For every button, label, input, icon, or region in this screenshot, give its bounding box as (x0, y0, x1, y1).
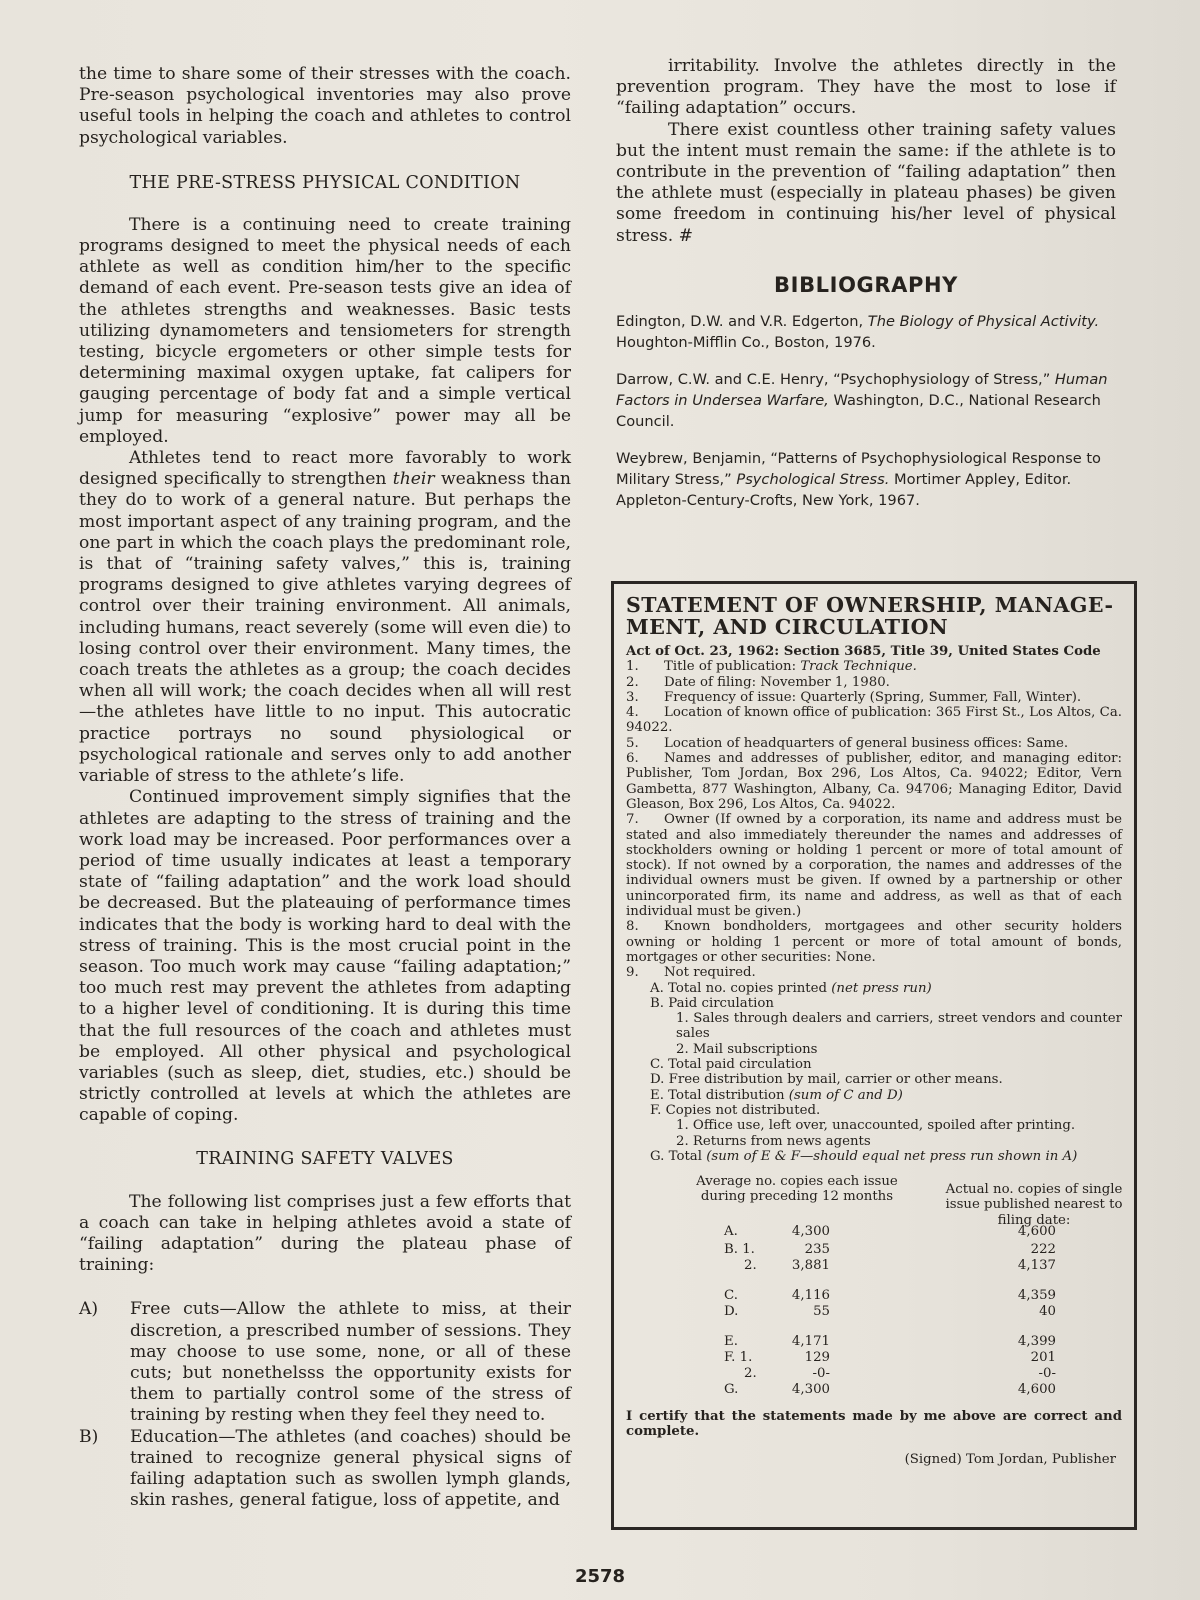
statement-item-9 (626, 965, 1122, 980)
emphasis: Human Factors in Undersea Warfare, (616, 370, 1108, 409)
statement-item-3 (626, 690, 1122, 705)
text-run: Frequency of issue: Quarterly (Spring, Summer, Fall, Winter). (664, 689, 1082, 705)
statement-item-8 (626, 919, 1122, 965)
row-actual: 4,600 (1017, 1382, 1056, 1398)
circulation-table (626, 1174, 1122, 1409)
statement-item-7 (626, 812, 1122, 919)
row-average: 55 (813, 1304, 830, 1320)
text-run: Names and addresses of publisher, editor, and managing editor: Publisher, Tom Jordan, Box 296, Los Altos, Ca. 94022; Editor, Vern Gambetta, 877 Washington, Albany, Ca. 94706; Managing Editor, David Gleason, Box 296, Los Altos, Ca. 94022. (626, 751, 1122, 812)
row-actual: -0- (1038, 1366, 1056, 1382)
text-run: Darrow, C.W. and C.E. Henry, “Psychophysiology of Stress,” (616, 370, 1055, 388)
row-actual: 4,399 (1017, 1334, 1056, 1350)
signature-line: (Signed) Tom Jordan, Publisher (904, 1451, 1116, 1467)
list-text: Free cuts—Allow the athlete to miss, at their discretion, a prescribed number of sessions. They may choose to use some, none, or all of these cuts; but nonethelsss the opportunity exists for them to partially control some of the stress of training by resting when they feel they need to. (130, 1299, 571, 1426)
column-header-actual: Actual no. copies of single issue published nearest to filing date: (945, 1182, 1123, 1228)
ownership-statement-box (611, 581, 1137, 1530)
paragraph: Continued improvement simply signifies that the athletes are adapting to the stress of training and the work load may be increased. Poor performances over a period of time usually indicates at least a temporary state of “failing adaptation” and the work load should be decreased. But the plateauing of performance times indicates that the body is working hard to deal with the stress of training. This is the most crucial point in the season. Too much work may cause “failing adaptation;” too much rest may prevent the athletes from adapting to a higher level of conditioning. It is during this time that the full resources of the coach and athletes must be employed. All other physical and psychological variables (such as sleep, diet, studies, etc.) should be strictly controlled at levels at which the athletes are capable of coping. (79, 787, 571, 1126)
item-number: 3. (626, 689, 639, 705)
paragraph: There is a continuing need to create training programs designed to meet the physical needs of each athlete as well as condition him/her to the specific demand of each event. Pre-season tests give an idea of the athletes strengths and weaknesses. Basic tests utilizing dynamometers and tensiometers for strength testing, bicycle ergometers or other simple tests for determining maximal oxygen uptake, fat calipers for gauging percentage of body fat and a simple vertical jump for measuring “explosive” power may all be employed. (79, 214, 571, 447)
item-number: 8. (626, 919, 639, 935)
circulation-line-b2: 2. Mail subscriptions (676, 1041, 818, 1057)
text-run: Weybrew, Benjamin, “Patterns of Psychophysiological Response to Military Stress,” (616, 449, 1101, 488)
table-row (626, 1288, 1126, 1303)
act-line (626, 644, 1122, 659)
item-number: 6. (626, 751, 639, 767)
table-row (626, 1304, 1126, 1319)
table-row (626, 1366, 1126, 1381)
row-average: 3,881 (791, 1258, 830, 1274)
paragraph: There exist countless other training safety values but the intent must remain the same: if the athlete is to contribute in the prevention of “failing adaptation” then the athlete must (especially in plateau phases) be given some freedom in continuing his/her level of physical stress. # (616, 119, 1116, 246)
item-number: 2. (626, 674, 639, 690)
row-key: E. (724, 1334, 738, 1350)
list-text: Education—The athletes (and coaches) should be trained to recognize general physical signs of failing adaptation such as swollen lymph glands, skin rashes, general fatigue, loss of appetite, and (130, 1426, 571, 1511)
row-average: -0- (812, 1366, 830, 1382)
circulation-line-f1: 1. Office use, left over, unaccounted, spoiled after printing. (676, 1118, 1076, 1134)
emphasis: (net press run) (831, 980, 932, 996)
text-run: Edington, D.W. and V.R. Edgerton, (616, 312, 868, 330)
text-run: E. Total distribution (650, 1087, 789, 1103)
text-run: A. Total no. copies printed (650, 980, 832, 996)
bibliography-entry (616, 369, 1116, 432)
row-key: C. (724, 1288, 738, 1304)
paragraph: The following list comprises just a few efforts that a coach can take in helping athletes avoid a state of “failing adaptation” during the plateau phase of training: (79, 1191, 571, 1276)
circulation-line-b1: 1. Sales through dealers and carriers, street vendors and counter sales (676, 1011, 1122, 1042)
table-row (626, 1242, 1126, 1257)
item-number: 5. (626, 735, 639, 751)
list-item (79, 1299, 571, 1426)
circulation-line-f: F. Copies not distributed. (650, 1102, 821, 1118)
row-key: G. (724, 1382, 739, 1398)
statement-item-2 (626, 675, 1122, 690)
emphasis: (sum of E & F—should equal net press run shown in A) (706, 1148, 1078, 1164)
circulation-line-e (626, 1088, 1122, 1103)
list-item (79, 1427, 571, 1512)
emphasis: their (392, 469, 435, 490)
row-actual: 40 (1039, 1304, 1056, 1320)
column-header-average: Average no. copies each issue during preceding 12 months (696, 1174, 898, 1205)
emphasis: The Biology of Physical Activity. (867, 312, 1100, 330)
paragraph: the time to share some of their stresses with the coach. Pre-season psychological inventories may also prove useful tools in helping the coach and athletes to control psychological variables. (79, 64, 571, 148)
emphasis: Psychological Stress. (736, 470, 890, 488)
paragraph: irritability. Involve the athletes directly in the prevention program. They have the most to lose if “failing adaptation” occurs. (616, 56, 1116, 119)
bibliography-list (616, 311, 1116, 511)
circulation-line-g (626, 1149, 1122, 1164)
statement-item-4 (626, 705, 1122, 736)
bibliography-entry (616, 448, 1116, 511)
row-key: F. 1. (724, 1350, 753, 1366)
emphasis: Track Technique. (800, 659, 917, 675)
text-run: Athletes tend to react more favorably to work designed specifically to strengthen (79, 448, 571, 490)
row-actual: 201 (1030, 1350, 1056, 1366)
text-run: Known bondholders, mortgagees and other security holders owning or holding 1 percent or more of total amount of bonds, mortgages or other securities: None. (626, 919, 1122, 965)
text-run: weakness than they do to work of a general nature. But perhaps the most important aspect of any training program, and the one part in which the coach plays the predominant role, is that of “training safety valves,” this is, training programs designed to give athletes varying degrees of control over their training environment. All animals, including humans, react severely (some will even die) to losing control over their environment. Many times, the coach treats the athletes as a group; the coach decides when all will work; the coach decides when all will rest—the athletes have little to no input. This autocratic practice portrays no sound physiological or psychological rationale and serves only to add another variable of stress to the athlete’s life. (79, 469, 572, 787)
row-key: D. (724, 1304, 739, 1320)
table-row (626, 1258, 1126, 1273)
circulation-line-a (626, 981, 1122, 996)
table-row (626, 1350, 1126, 1365)
row-actual: 4,137 (1017, 1258, 1056, 1274)
row-key: 2. (744, 1258, 757, 1274)
text-run: Not required. (664, 965, 756, 981)
item-number: 7. (626, 812, 639, 828)
row-actual: 4,600 (1017, 1224, 1056, 1240)
section-heading-prestress: THE PRE-STRESS PHYSICAL CONDITION (129, 172, 521, 193)
act-text: Act of Oct. 23, 1962: Section 3685, Title 39, United States Code (626, 644, 1101, 659)
text-run: Mortimer Appley, Editor. Appleton-Century-Crofts, New York, 1967. (616, 470, 1072, 509)
bibliography-heading: BIBLIOGRAPHY (774, 272, 958, 297)
circulation-line-f2: 2. Returns from news agents (676, 1133, 871, 1149)
row-average: 4,116 (791, 1288, 830, 1304)
emphasis: (sum of C and D) (788, 1087, 903, 1103)
item-number: 4. (626, 705, 639, 721)
bibliography-entry (616, 311, 1116, 353)
row-average: 4,300 (791, 1382, 830, 1398)
row-average: 4,300 (791, 1224, 830, 1240)
row-key: A. (724, 1224, 738, 1240)
list-label: B) (79, 1426, 99, 1447)
table-row (626, 1224, 1126, 1239)
right-column (616, 56, 1116, 511)
circulation-line-d: D. Free distribution by mail, carrier or other means. (650, 1072, 1003, 1088)
row-actual: 4,359 (1017, 1288, 1056, 1304)
table-row (626, 1334, 1126, 1349)
section-heading-safety-valves: TRAINING SAFETY VALVES (196, 1148, 454, 1169)
circulation-line-c: C. Total paid circulation (650, 1057, 812, 1073)
statement-item-6 (626, 751, 1122, 812)
text-run: Location of known office of publication: 365 First St., Los Altos, Ca. 94022. (626, 705, 1122, 736)
row-key: B. 1. (724, 1242, 755, 1258)
text-run: Title of publication: (664, 659, 801, 675)
text-run: Date of filing: November 1, 1980. (664, 674, 890, 690)
row-average: 129 (804, 1350, 830, 1366)
list-label: A) (79, 1299, 99, 1320)
row-average: 235 (804, 1242, 830, 1258)
statement-item-1 (626, 659, 1122, 674)
statement-title: STATEMENT OF OWNERSHIP, MANAGE-MENT, AND CIRCULATION (626, 593, 1114, 639)
left-column (79, 64, 571, 1511)
text-run: Location of headquarters of general business offices: Same. (664, 735, 1069, 751)
paragraph (79, 448, 571, 787)
text-run: Owner (If owned by a corporation, its name and address must be stated and also immediately thereunder the names and addresses of stockholders owning or holding 1 percent or more of total amount of stock). If not owned by a corporation, the names and addresses of the individual owners must be given. If owned by a partnership or other unincorporated firm, its name and address, as well as that of each individual must be given.) (626, 812, 1122, 920)
text-run: G. Total (650, 1148, 707, 1164)
statement-item-5 (626, 736, 1122, 751)
text-run: Houghton-Mifflin Co., Boston, 1976. (616, 333, 876, 351)
certify-bold: I certify that the statements made by me above are correct and complete. (626, 1409, 1122, 1440)
certification-text (626, 1409, 1122, 1440)
table-row (626, 1382, 1126, 1397)
item-number: 9. (626, 965, 639, 981)
row-average: 4,171 (791, 1334, 830, 1350)
row-actual: 222 (1030, 1242, 1056, 1258)
page-number: 2578 (574, 1566, 626, 1587)
item-number: 1. (626, 659, 639, 675)
circulation-line-b: B. Paid circulation (650, 995, 774, 1011)
text-run: Washington, D.C., National Research Council. (616, 391, 1101, 430)
row-key: 2. (744, 1366, 757, 1382)
